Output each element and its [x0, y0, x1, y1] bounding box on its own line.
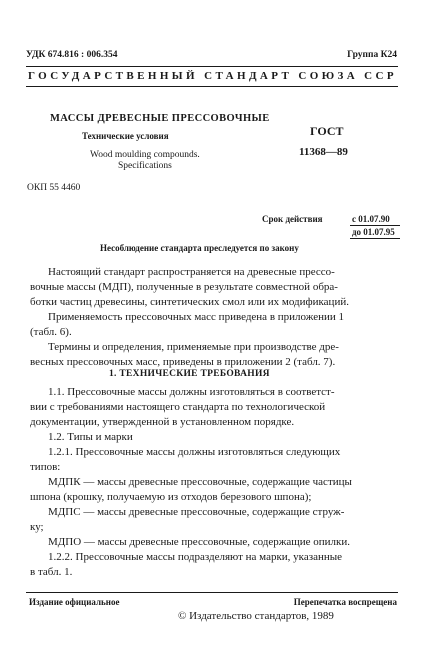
section-line: МДПК — массы древесные прессовочные, содержащие частицы — [48, 476, 352, 488]
body-line: вочные массы (МДП), полученные в результате совместной обра- — [30, 281, 338, 293]
validity-underline — [350, 238, 400, 239]
state-standard-title: ГОСУДАРСТВЕННЫЙ СТАНДАРТ СОЮЗА ССР — [28, 70, 397, 82]
section-line: документации, утвержденной в установленном порядке. — [30, 416, 295, 428]
section-line: ку; — [30, 521, 44, 533]
udk-code: УДК 674.816 : 006.354 — [26, 50, 118, 60]
header-rule-top — [26, 66, 398, 67]
gost-number: 11368—89 — [299, 146, 348, 158]
okp-code: ОКП 55 4460 — [27, 183, 81, 193]
footer-rule — [26, 592, 398, 593]
section-line: 1.2.2. Прессовочные массы подразделяют на марки, указанные — [48, 551, 343, 563]
body-line: весных прессовочных масс, приведены в приложении 2 (табл. 7). — [30, 356, 336, 368]
section-line: шпона (крошку, получаемую из отходов березового шпона); — [30, 491, 312, 503]
section-line: МДПО — массы древесные прессовочные, содержащие опилки. — [48, 536, 350, 548]
official-edition-label: Издание официальное — [29, 597, 120, 607]
body-line: Настоящий стандарт распространяется на древесные прессо- — [48, 266, 335, 278]
validity-divider — [350, 225, 400, 226]
section-line: 1.2.1. Прессовочные массы должны изготовляться следующих — [48, 446, 341, 458]
body-line: ботки частиц древесины, синтетических смол или их модификаций. — [30, 296, 349, 308]
body-line: Термины и определения, применяемые при производстве дре- — [48, 341, 339, 353]
body-line: Применяемость прессовочных масс приведена в приложении 1 — [48, 311, 344, 323]
validity-label: Срок действия — [262, 214, 323, 224]
section-line: вии с требованиями настоящего стандарта по технологической — [30, 401, 326, 413]
english-title — [90, 150, 200, 172]
validity-to: до 01.07.95 — [352, 227, 395, 237]
section-line: 1.1. Прессовочные массы должны изготовляться в соответст- — [48, 386, 335, 398]
gost-label: ГОСТ — [310, 124, 344, 138]
body-line: (табл. 6). — [30, 326, 72, 338]
header-rule-bottom — [26, 86, 398, 87]
section-line: МДПС — массы древесные прессовочные, содержащие струж- — [48, 506, 345, 518]
violation-notice: Несоблюдение стандарта преследуется по закону — [100, 243, 299, 253]
section-line: в табл. 1. — [30, 566, 73, 578]
document-subtitle: Технические условия — [82, 131, 169, 141]
english-title-line2: Specifications — [117, 161, 172, 171]
section-heading: 1. ТЕХНИЧЕСКИЕ ТРЕБОВАНИЯ — [109, 369, 270, 379]
english-title-line1: Wood moulding compounds. — [90, 150, 200, 160]
copyright-notice: © Издательство стандартов, 1989 — [178, 610, 334, 622]
section-line: типов: — [30, 461, 61, 473]
section-line: 1.2. Типы и марки — [48, 431, 133, 443]
group-code: Группа К24 — [347, 50, 397, 60]
validity-from: с 01.07.90 — [352, 214, 390, 224]
reprint-notice: Перепечатка воспрещена — [293, 597, 397, 607]
document-title: МАССЫ ДРЕВЕСНЫЕ ПРЕССОВОЧНЫЕ — [50, 113, 270, 124]
